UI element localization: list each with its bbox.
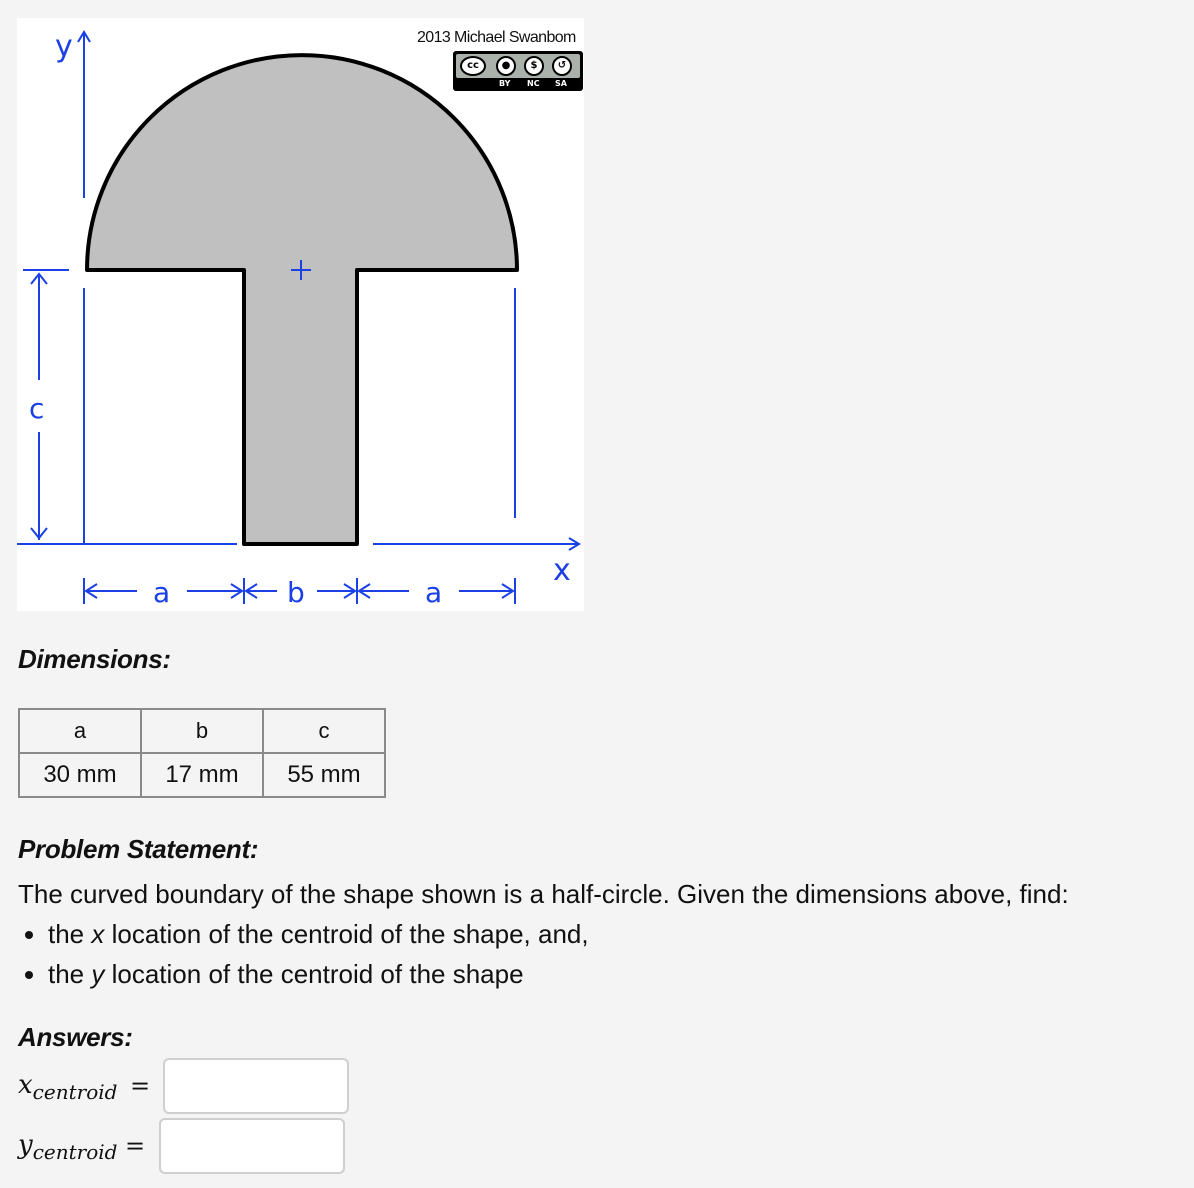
y-axis-label: y (55, 29, 73, 64)
x-equals-sign: = (130, 1072, 151, 1100)
value-a: 30 mm (19, 753, 141, 797)
cc-icon: cc (460, 56, 486, 76)
dimensions-table (18, 708, 386, 798)
list-item: • the x location of the centroid of the shape, and, (48, 914, 1069, 954)
x-centroid-label: $x_{centroid}$ (18, 1070, 118, 1104)
problem-title: Problem Statement: (18, 834, 259, 864)
y-equals-sign: = (125, 1132, 146, 1160)
table-header-row (19, 709, 385, 753)
y-axis (78, 32, 90, 544)
non-commercial-icon: $ (524, 56, 544, 76)
problem-intro: The curved boundary of the shape shown is a half-circle. Given the dimensions above, find: (18, 879, 1069, 909)
value-b: 17 mm (141, 753, 263, 797)
b-label: b (287, 576, 305, 609)
cc-label-nc: NC (527, 79, 540, 88)
x-axis-label: x (553, 553, 571, 588)
header-b: b (141, 709, 263, 753)
cc-label-by: BY (499, 79, 511, 88)
cc-license-badge[interactable] (453, 51, 583, 91)
y-variable: y (91, 959, 105, 989)
figure-credit: 2013 Michael Swanbom (417, 29, 576, 46)
problem-bullets (18, 914, 1069, 994)
table-row (19, 753, 385, 797)
a-left-label: a (153, 576, 171, 609)
value-c: 55 mm (263, 753, 385, 797)
x-centroid-input[interactable] (163, 1058, 349, 1114)
share-alike-icon: ↺ (552, 56, 572, 76)
shape-diagram (17, 18, 584, 611)
attribution-icon: ● (496, 56, 516, 76)
answers-title: Answers: (18, 1022, 133, 1052)
header-c: c (263, 709, 385, 753)
list-item: • the y location of the centroid of the shape (48, 954, 1069, 994)
y-centroid-label: $y_{centroid}$ (18, 1130, 118, 1164)
cc-label-sa: SA (555, 79, 567, 88)
c-dimension-label: c (29, 392, 45, 425)
dimensions-title: Dimensions: (18, 644, 171, 674)
problem-statement (18, 874, 1069, 994)
problem-figure (17, 18, 584, 611)
header-a: a (19, 709, 141, 753)
x-variable: x (91, 919, 105, 949)
a-right-label: a (425, 576, 443, 609)
mushroom-shape (87, 55, 517, 544)
y-centroid-input[interactable] (159, 1118, 345, 1174)
